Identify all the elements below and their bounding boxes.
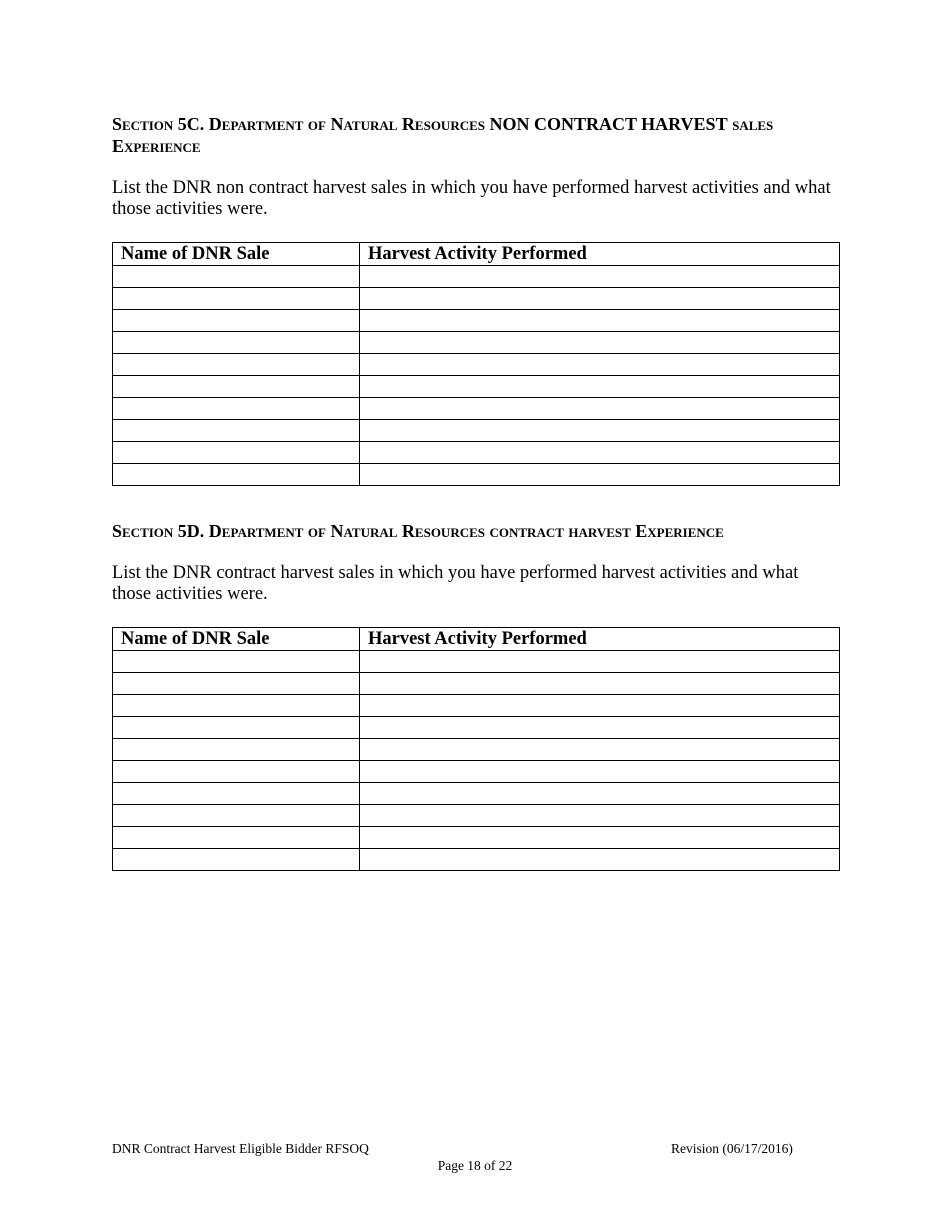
table-row — [113, 354, 840, 376]
section-5d-instructions-line1: List the DNR contract harvest sales in which you have performed harvest activities and what — [112, 563, 799, 583]
table-row — [113, 288, 840, 310]
harvest-activity-cell[interactable] — [360, 376, 840, 398]
table-row — [113, 849, 840, 871]
section-5c-table — [112, 242, 840, 486]
table-row — [113, 332, 840, 354]
table-row — [113, 673, 840, 695]
table-row — [113, 761, 840, 783]
column-header-harvest-activity: Harvest Activity Performed — [360, 628, 840, 651]
harvest-activity-cell[interactable] — [360, 420, 840, 442]
column-header-sale-name: Name of DNR Sale — [113, 243, 360, 266]
harvest-activity-cell[interactable] — [360, 288, 840, 310]
section-5c-instructions-line2: those activities were. — [112, 199, 268, 219]
sale-name-cell[interactable] — [113, 464, 360, 486]
table-row — [113, 398, 840, 420]
sale-name-cell[interactable] — [113, 849, 360, 871]
table-row — [113, 266, 840, 288]
sale-name-cell[interactable] — [113, 266, 360, 288]
table-row — [113, 464, 840, 486]
harvest-activity-cell[interactable] — [360, 354, 840, 376]
sale-name-cell[interactable] — [113, 420, 360, 442]
section-5d-table — [112, 627, 840, 871]
footer-document-title: DNR Contract Harvest Eligible Bidder RFSOQ — [112, 1141, 369, 1156]
section-5c-table-body — [113, 266, 840, 486]
harvest-activity-cell[interactable] — [360, 673, 840, 695]
sale-name-cell[interactable] — [113, 827, 360, 849]
section-5c-instructions-line1: List the DNR non contract harvest sales in which you have performed harvest activities and what — [112, 178, 831, 198]
harvest-activity-cell[interactable] — [360, 827, 840, 849]
sale-name-cell[interactable] — [113, 783, 360, 805]
sale-name-cell[interactable] — [113, 288, 360, 310]
sale-name-cell[interactable] — [113, 651, 360, 673]
column-header-harvest-activity: Harvest Activity Performed — [360, 243, 840, 266]
section-5c-instructions — [112, 178, 842, 220]
section-5c-heading-part1: Section 5C. Department of Natural Resources — [112, 114, 490, 134]
table-header-row — [113, 628, 840, 651]
table-row — [113, 783, 840, 805]
table-row — [113, 442, 840, 464]
sale-name-cell[interactable] — [113, 739, 360, 761]
table-row — [113, 310, 840, 332]
table-row — [113, 695, 840, 717]
harvest-activity-cell[interactable] — [360, 717, 840, 739]
harvest-activity-cell[interactable] — [360, 849, 840, 871]
section-5c-heading-line2: Experience — [112, 136, 201, 156]
harvest-activity-cell[interactable] — [360, 783, 840, 805]
column-header-sale-name: Name of DNR Sale — [113, 628, 360, 651]
sale-name-cell[interactable] — [113, 717, 360, 739]
section-5c-heading — [112, 113, 773, 157]
sale-name-cell[interactable] — [113, 354, 360, 376]
sale-name-cell[interactable] — [113, 310, 360, 332]
harvest-activity-cell[interactable] — [360, 739, 840, 761]
table-row — [113, 376, 840, 398]
section-5c-heading-emphasis: NON CONTRACT HARVEST — [489, 114, 728, 134]
harvest-activity-cell[interactable] — [360, 332, 840, 354]
sale-name-cell[interactable] — [113, 442, 360, 464]
sale-name-cell[interactable] — [113, 376, 360, 398]
section-5d-instructions — [112, 563, 842, 605]
harvest-activity-cell[interactable] — [360, 464, 840, 486]
sale-name-cell[interactable] — [113, 332, 360, 354]
table-row — [113, 717, 840, 739]
sale-name-cell[interactable] — [113, 673, 360, 695]
harvest-activity-cell[interactable] — [360, 695, 840, 717]
harvest-activity-cell[interactable] — [360, 310, 840, 332]
table-row — [113, 420, 840, 442]
harvest-activity-cell[interactable] — [360, 805, 840, 827]
harvest-activity-cell[interactable] — [360, 398, 840, 420]
table-row — [113, 827, 840, 849]
section-5d-heading — [112, 520, 724, 542]
section-5d-heading-text: Section 5D. Department of Natural Resources contract harvest Experience — [112, 521, 724, 541]
table-header-row — [113, 243, 840, 266]
section-5d-table-body — [113, 651, 840, 871]
sale-name-cell[interactable] — [113, 398, 360, 420]
harvest-activity-cell[interactable] — [360, 651, 840, 673]
harvest-activity-cell[interactable] — [360, 761, 840, 783]
harvest-activity-cell[interactable] — [360, 266, 840, 288]
sale-name-cell[interactable] — [113, 805, 360, 827]
table-row — [113, 805, 840, 827]
footer-page-number: Page 18 of 22 — [437, 1158, 513, 1173]
footer-revision: Revision (06/17/2016) — [671, 1141, 793, 1156]
sale-name-cell[interactable] — [113, 695, 360, 717]
section-5d-instructions-line2: those activities were. — [112, 584, 268, 604]
sale-name-cell[interactable] — [113, 761, 360, 783]
table-row — [113, 651, 840, 673]
harvest-activity-cell[interactable] — [360, 442, 840, 464]
table-row — [113, 739, 840, 761]
section-5c-heading-part2: sales — [727, 114, 774, 134]
